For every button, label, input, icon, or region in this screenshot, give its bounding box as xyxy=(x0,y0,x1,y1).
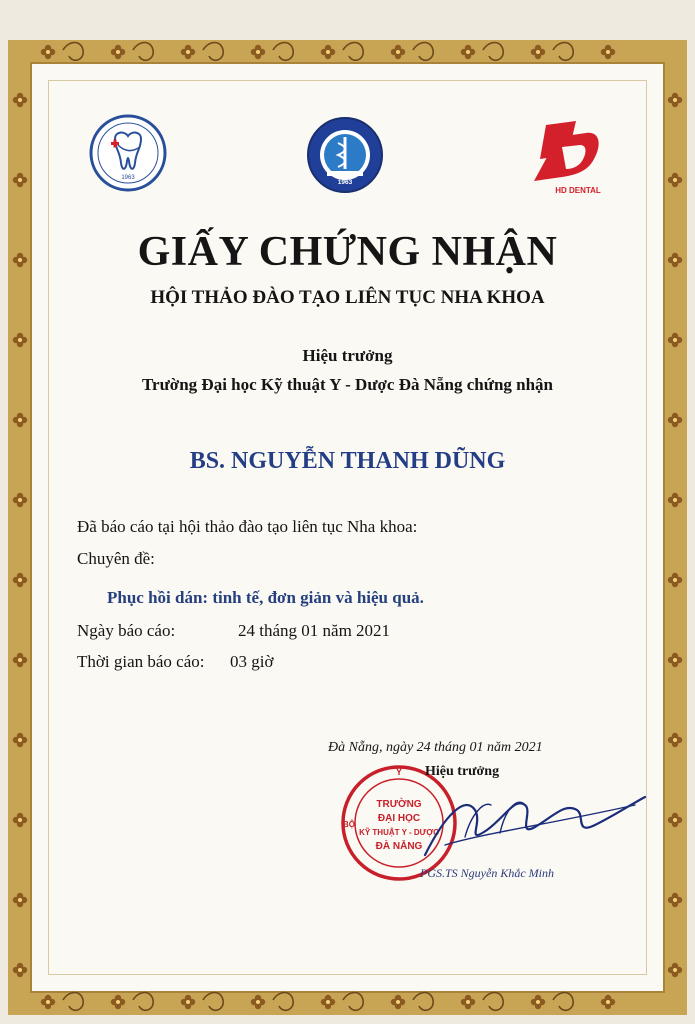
certificate-subtitle: HỘI THẢO ĐÀO TẠO LIÊN TỤC NHA KHOA xyxy=(150,287,545,308)
dental-school-logo xyxy=(88,113,168,193)
left-logo-year: 1963 xyxy=(121,175,135,181)
stamp-line-3: KỸ THUẬT Y - DƯỢC xyxy=(359,828,439,837)
hd-dental-text: HD DENTAL xyxy=(555,186,601,195)
center-logo-year: 1963 xyxy=(337,179,353,186)
report-date-label: Ngày báo cáo: xyxy=(77,621,176,640)
duration-value: 03 giờ xyxy=(230,652,274,671)
topic-title: Phục hồi dán: tinh tế, đơn giản và hiệu quả. xyxy=(107,588,424,607)
signature-title: Hiệu trưởng xyxy=(425,764,500,779)
issuer-org: Trường Đại học Kỹ thuật Y - Dược Đà Nẵng chứng nhận xyxy=(141,375,554,394)
stamp-side-mark: BỘ xyxy=(343,820,355,829)
stamp-top-mark: Y xyxy=(395,767,403,777)
university-emblem xyxy=(305,115,385,195)
stamp-line-4: ĐÀ NẴNG xyxy=(375,841,423,852)
issuer-role: Hiệu trưởng xyxy=(302,346,393,365)
duration-label: Thời gian báo cáo: xyxy=(77,652,205,671)
hd-dental-logo xyxy=(528,115,608,197)
signer-name: PGS.TS Nguyễn Khắc Minh xyxy=(420,866,554,880)
statement-text: Đã báo cáo tại hội thảo đào tạo liên tục Nha khoa: xyxy=(77,517,418,536)
recipient-name: BS. NGUYỄN THANH DŨNG xyxy=(189,448,506,474)
stamp-line-2: ĐẠI HỌC xyxy=(377,813,421,824)
certificate-title: GIẤY CHỨNG NHẬN xyxy=(137,229,558,275)
report-date-value: 24 tháng 01 năm 2021 xyxy=(238,621,391,640)
stamp-line-1: TRƯỜNG xyxy=(376,799,422,810)
topic-label: Chuyên đề: xyxy=(77,549,155,568)
place-and-date: Đà Nẵng, ngày 24 tháng 01 năm 2021 xyxy=(328,740,543,755)
